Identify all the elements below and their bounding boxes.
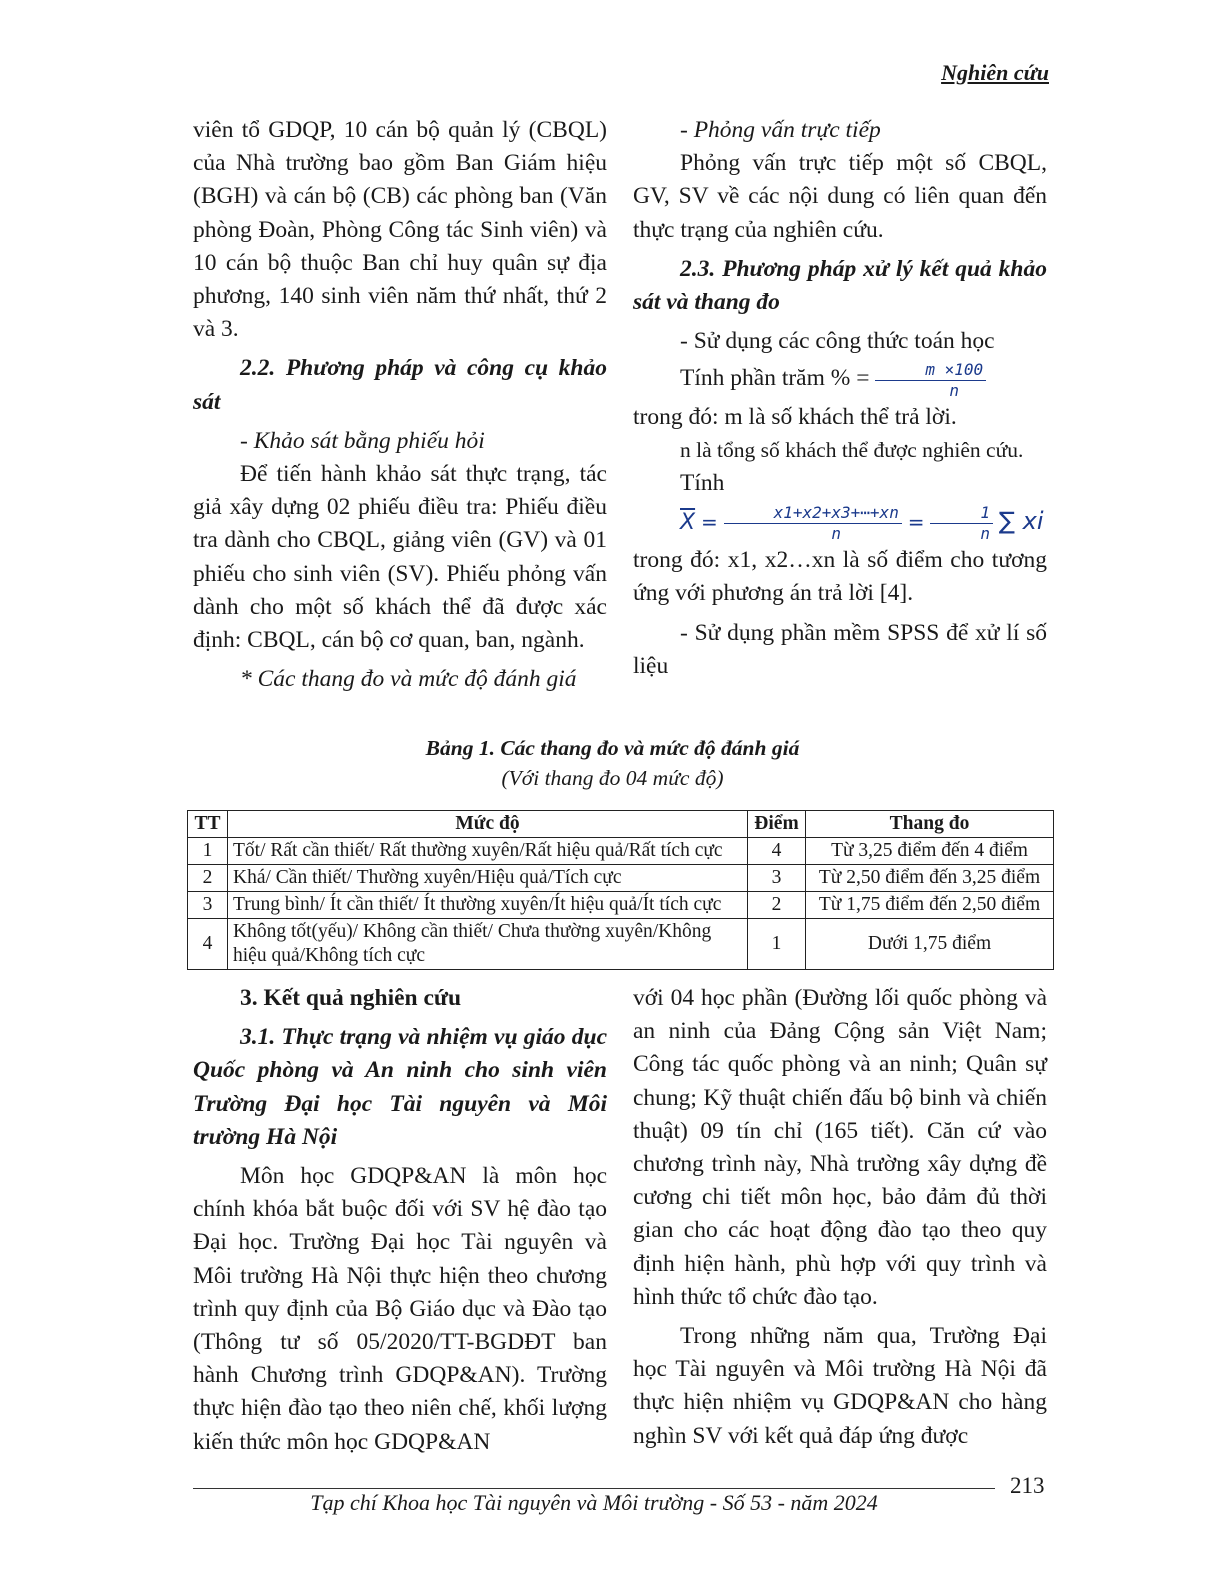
subheading: * Các thang đo và mức độ đánh giá	[240, 666, 577, 693]
table-cell: 2	[188, 865, 228, 892]
table-cell: Từ 2,50 điểm đến 3,25 điểm	[806, 865, 1054, 892]
page-number: 213	[1010, 1473, 1045, 1498]
table-row	[188, 892, 1054, 919]
formula-numerator: m ×100	[875, 360, 986, 381]
table-cell: Trung bình/ Ít cần thiết/ Ít thường xuyên/Ít hiệu quả/Ít tích cực	[228, 892, 748, 919]
percent-label: Tính phần trăm % =	[680, 365, 870, 392]
table-row	[188, 919, 1054, 970]
scale-table	[187, 810, 1054, 970]
paragraph: - Sử dụng phần mềm SPSS để xử lí số liệu	[633, 619, 1047, 679]
paragraph: trong đó: x1, x2…xn là số điểm cho tương ứng với phương án trả lời [4].	[633, 547, 1047, 607]
table-cell: Dưới 1,75 điểm	[806, 919, 1054, 970]
right-column-bottom	[633, 982, 1047, 1453]
section-heading-2-2: 2.2. Phương pháp và công cụ khảo sát	[193, 355, 607, 415]
table-cell: 4	[188, 919, 228, 970]
paragraph: Để tiến hành khảo sát thực trạng, tác giả xây dựng 02 phiếu điều tra: Phiếu điều tra dành cho CBQL, giảng viên (GV) và 01 phiếu cho sinh viên (SV). Phiếu phỏng vấn dành cho một số khách thể đã được xác định: CBQL, cán bộ cơ quan, ban, ngành.	[193, 461, 607, 654]
journal-footer: Tạp chí Khoa học Tài nguyên và Môi trường - Số 53 - năm 2024	[310, 1490, 878, 1515]
section-heading-2-3: 2.3. Phương pháp xử lý kết quả khảo sát và thang đo	[633, 255, 1047, 316]
table-cell: Tốt/ Rất cần thiết/ Rất thường xuyên/Rất hiệu quả/Rất tích cực	[228, 838, 748, 865]
subheading: - Phỏng vấn trực tiếp	[680, 117, 881, 143]
table-cell: 3	[188, 892, 228, 919]
table-cell: 1	[188, 838, 228, 865]
table-row	[188, 865, 1054, 892]
section-header: Nghiên cứu	[941, 60, 1049, 85]
paragraph: Môn học GDQP&AN là môn học chính khóa bắt buộc đối với SV hệ đào tạo Đại học. Trường Đại học Tài nguyên và Môi trường Hà Nội thực hiện theo chương trình quy định của Bộ Giáo dục và Đào tạo (Thông tư số 05/2020/TT-BGDĐT ban hành Chương trình GDQP&AN). Trường thực hiện đào tạo theo niên chế, khối lượng kiến thức môn học GDQP&AN	[193, 1163, 607, 1455]
table-cell: Từ 1,75 điểm đến 2,50 điểm	[806, 892, 1054, 919]
footer-rule	[193, 1488, 995, 1489]
mean-formula	[724, 503, 902, 544]
table-subtitle: (Với thang đo 04 mức độ)	[501, 766, 724, 790]
percent-formula-line	[633, 358, 1047, 400]
formula-denominator: n	[831, 524, 842, 544]
table-cell: Không tốt(yếu)/ Không cần thiết/ Chưa thường xuyên/Không hiệu quả/Không tích cực	[228, 919, 748, 970]
mean-symbol: $\overline{X}$	[680, 510, 696, 536]
table-cell: 4	[748, 838, 806, 865]
paragraph: với 04 học phần (Đường lối quốc phòng và an ninh của Đảng Cộng sản Việt Nam; Công tác quốc phòng và an ninh; Quân sự chung; Kỹ thuật chiến đấu bộ binh và chiến thuật) 09 tín chỉ (165 tiết). Căn cứ vào chương trình này, Nhà trường xây dựng đề cương chi tiết môn học, bảo đảm đủ thời gian cho các hoạt động đào tạo theo quy định hiện hành, phù hợp với quy trình và hình thức tổ chức đào tạo.	[633, 985, 1047, 1310]
left-column-top	[193, 114, 607, 696]
table-cell: 2	[748, 892, 806, 919]
table-cell: Khá/ Cần thiết/ Thường xuyên/Hiệu quả/Tích cực	[228, 865, 748, 892]
tinh-label: Tính	[680, 469, 725, 496]
header-cell: Điểm	[748, 811, 806, 838]
percent-formula	[875, 360, 986, 401]
section-heading-3: 3. Kết quả nghiên cứu	[240, 985, 462, 1011]
formula-denominator: n	[980, 524, 990, 544]
formula-numerator: x1+x2+x3+⋯+xn	[724, 503, 902, 524]
table-title: Bảng 1. Các thang đo và mức độ đánh giá	[425, 736, 800, 760]
table-cell: 1	[748, 919, 806, 970]
formula-numerator: 1	[930, 503, 993, 524]
table-cell: Từ 3,25 điểm đến 4 điểm	[806, 838, 1054, 865]
left-column-bottom	[193, 982, 607, 1459]
paragraph: viên tổ GDQP, 10 cán bộ quản lý (CBQL) của Nhà trường bao gồm Ban Giám hiệu (BGH) và cán bộ (CB) các phòng ban (Văn phòng Đoàn, Phòng Công tác Sinh viên) và 10 cán bộ thuộc Ban chỉ huy quân sự địa phương, 140 sinh viên năm thứ nhất, thứ 2 và 3.	[193, 117, 607, 343]
section-heading-3-1: 3.1. Thực trạng và nhiệm vụ giáo dục Quốc phòng và An ninh cho sinh viên Trường Đại học Tài nguyên và Môi trường Hà Nội	[193, 1024, 607, 1150]
right-column-top	[633, 114, 1047, 683]
table-row	[188, 838, 1054, 865]
table-header-row	[188, 811, 1054, 838]
header-cell: Thang đo	[806, 811, 1054, 838]
header-cell: Mức độ	[228, 811, 748, 838]
sum-expression: ∑ xi	[998, 507, 1044, 536]
paragraph: trong đó: m là số khách thể trả lời.	[633, 403, 957, 430]
header-cell: TT	[188, 811, 228, 838]
paragraph: Phỏng vấn trực tiếp một số CBQL, GV, SV về các nội dung có liên quan đến thực trạng của nghiên cứu.	[633, 150, 1047, 243]
mean-formula-line: $\overline{X}$ = $\frac{x1+x2+x3+\cdots+xn}{n}$ = $\frac{1}{n}$ ∑ xi	[680, 503, 1044, 544]
paragraph: n là tổng số khách thể được nghiên cứu.	[680, 437, 1024, 462]
mean-fraction	[930, 503, 993, 544]
subheading: - Khảo sát bằng phiếu hỏi	[240, 427, 485, 454]
formula-denominator: n	[949, 380, 960, 400]
paragraph: - Sử dụng các công thức toán học	[680, 328, 995, 355]
paragraph: Trong những năm qua, Trường Đại học Tài nguyên và Môi trường Hà Nội đã thực hiện nhiệm vụ GDQP&AN cho hàng nghìn SV với kết quả đáp ứng được	[633, 1323, 1047, 1449]
table-cell: 3	[748, 865, 806, 892]
